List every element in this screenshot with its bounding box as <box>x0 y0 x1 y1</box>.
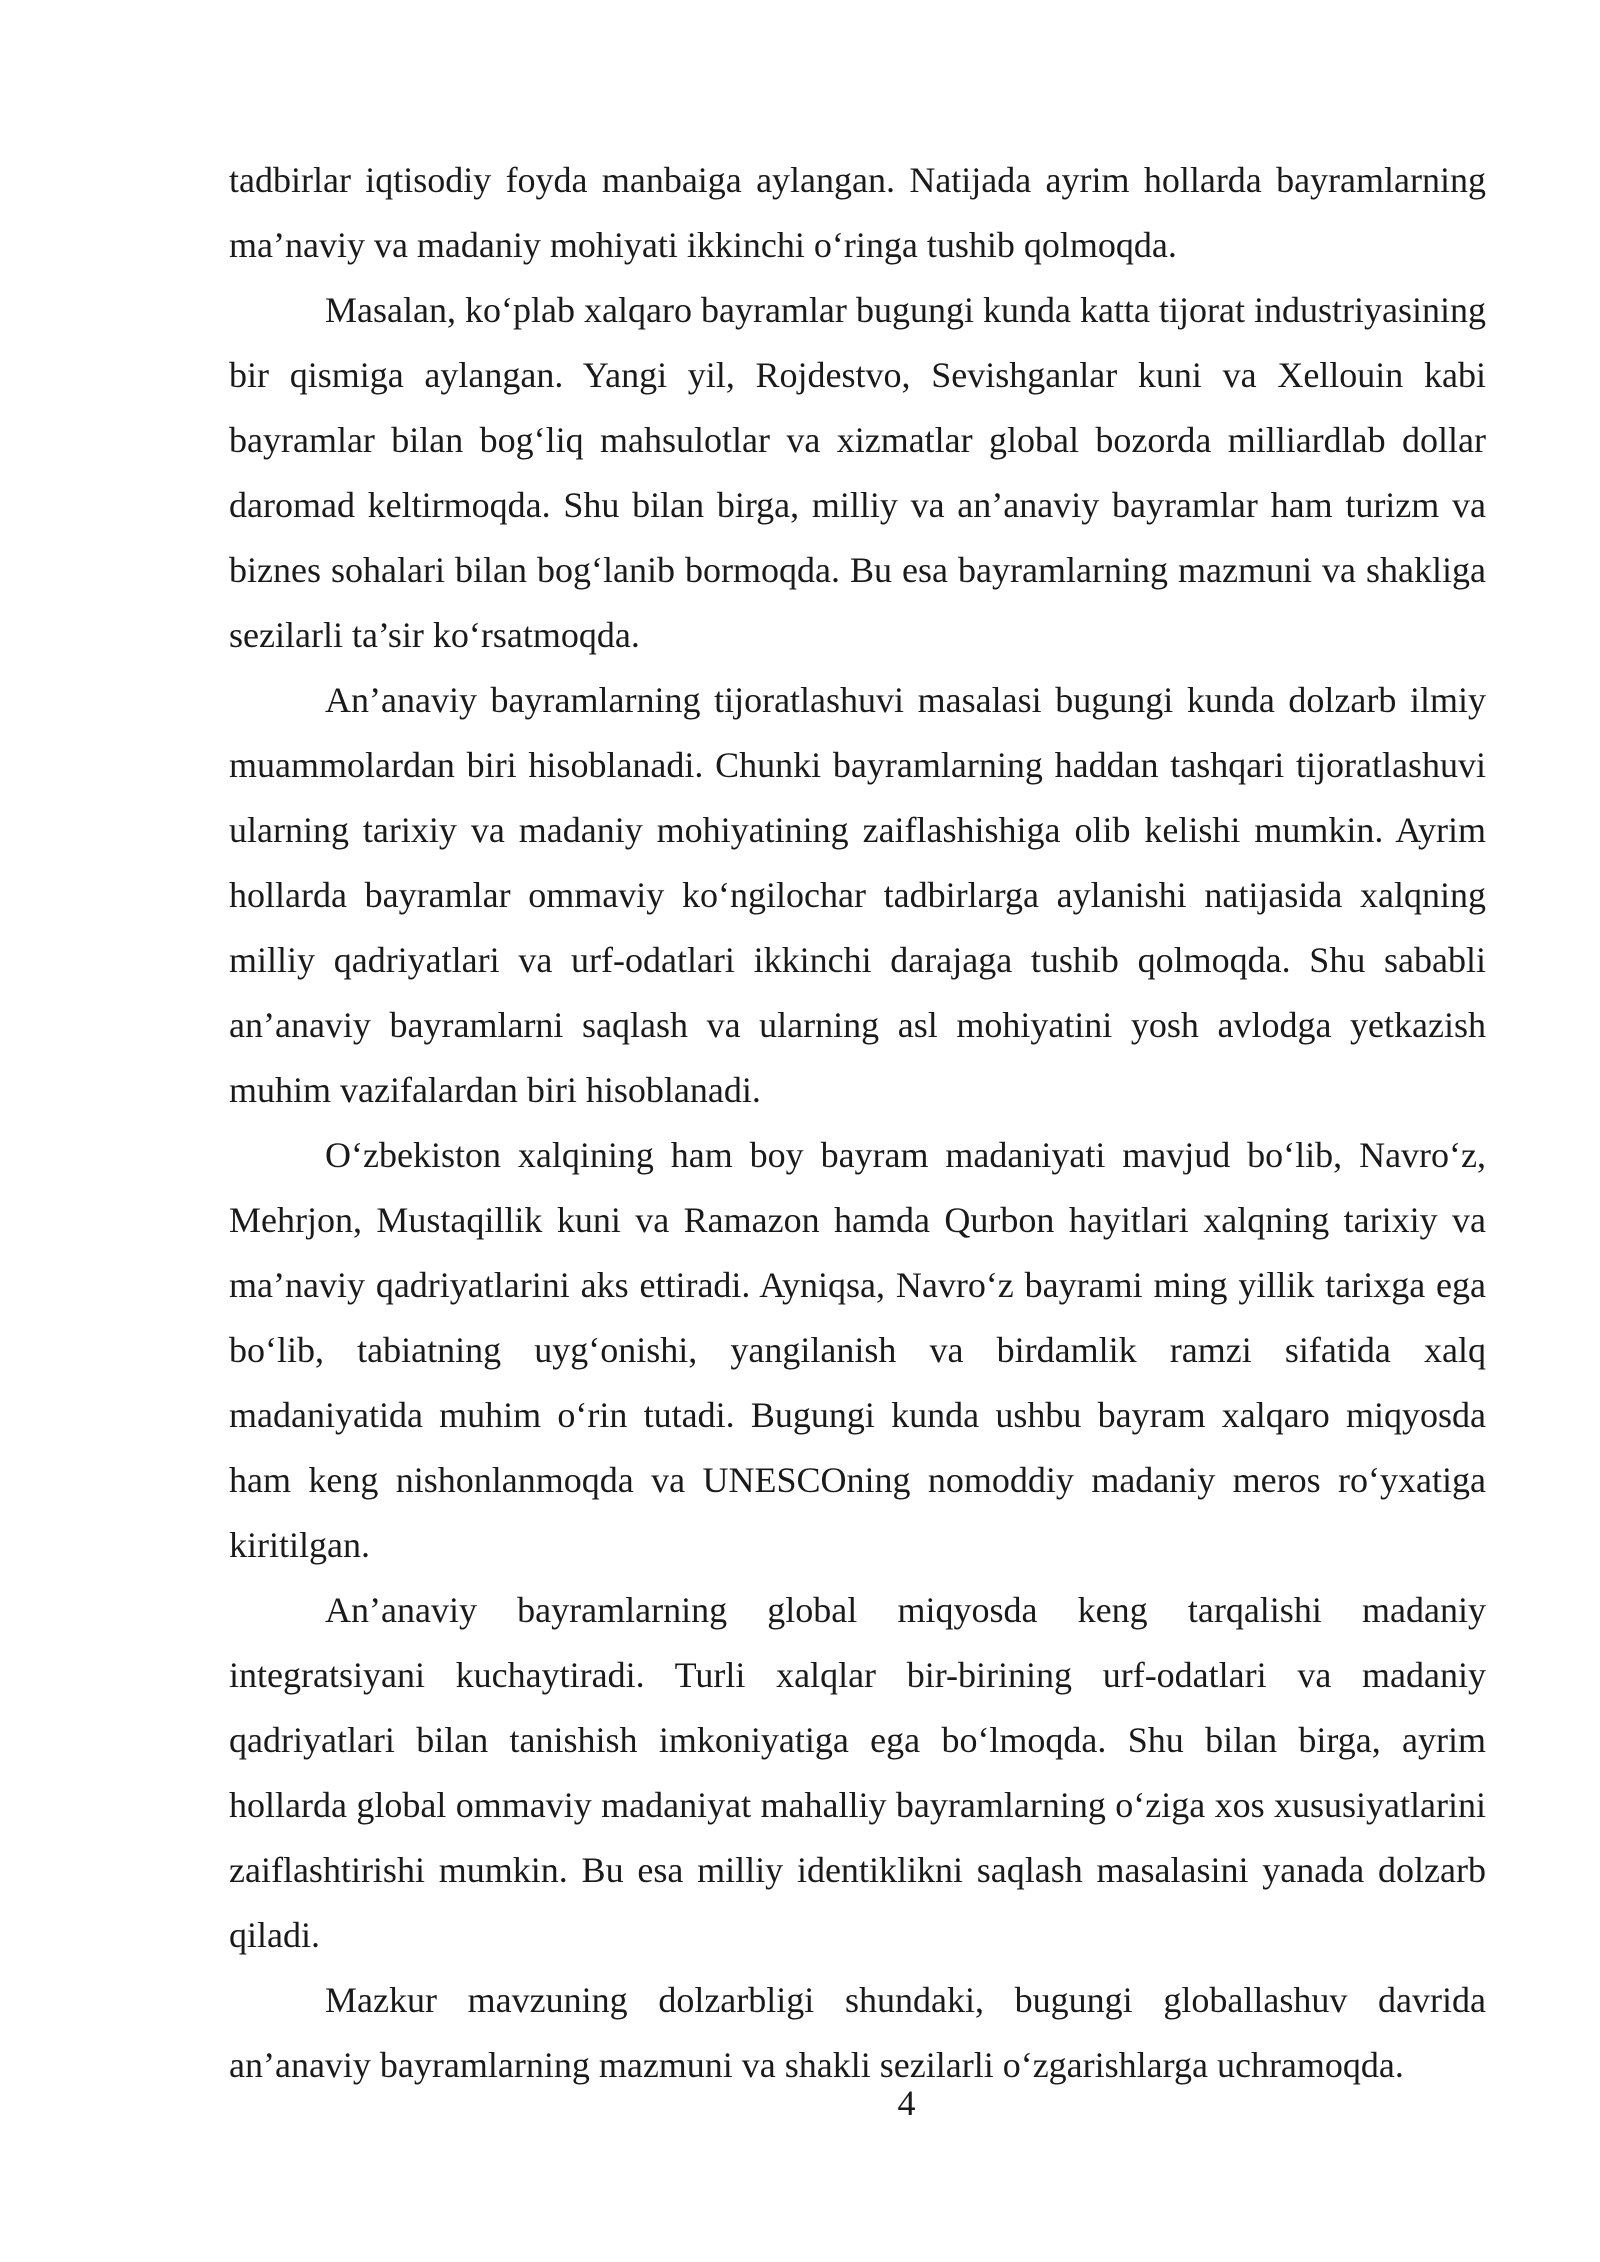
page-number: 4 <box>897 2083 916 2123</box>
paragraph: An’anaviy bayramlarning global miqyosda keng tarqalishi madaniy integratsiyani kuchaytiradi. Turli xalqlar bir-birining urf-odatlari va madaniy qadriyatlari bilan tanishish imkoniyatiga ega bo‘lmoqda. Shu bilan birga, ayrim hollarda global ommaviy madaniyat mahalliy bayramlarning o‘ziga xos xususiyatlarini zaiflashtirishi mumkin. Bu esa milliy identiklikni saqlash masalasini yanada dolzarb qiladi. <box>229 1590 1486 1955</box>
paragraph: Masalan, ko‘plab xalqaro bayramlar bugungi kunda katta tijorat industriyasining bir qismiga aylangan. Yangi yil, Rojdestvo, Sevishganlar kuni va Xellouin kabi bayramlar bilan bog‘liq mahsulotlar va xizmatlar global bozorda milliardlab dollar daromad keltirmoqda. Shu bilan birga, milliy va an’anaviy bayramlar ham turizm va biznes sohalari bilan bog‘lanib bormoqda. Bu esa bayramlarning mazmuni va shakliga sezilarli ta’sir ko‘rsatmoqda. <box>229 290 1486 655</box>
paragraph: O‘zbekiston xalqining ham boy bayram madaniyati mavjud bo‘lib, Navro‘z, Mehrjon, Mustaqillik kuni va Ramazon hamda Qurbon hayitlari xalqning tarixiy va ma’naviy qadriyatlarini aks ettiradi. Ayniqsa, Navro‘z bayrami ming yillik tarixga ega bo‘lib, tabiatning uyg‘onishi, yangilanish va birdamlik ramzi sifatida xalq madaniyatida muhim o‘rin tutadi. Bugungi kunda ushbu bayram xalqaro miqyosda ham keng nishonlanmoqda va UNESCOning nomoddiy madaniy meros ro‘yxatiga kiritilgan. <box>229 1135 1486 1565</box>
paragraph: An’anaviy bayramlarning tijoratlashuvi masalasi bugungi kunda dolzarb ilmiy muammolardan biri hisoblanadi. Chunki bayramlarning haddan tashqari tijoratlashuvi ularning tarixiy va madaniy mohiyatining zaiflashishiga olib kelishi mumkin. Ayrim hollarda bayramlar ommaviy ko‘ngilochar tadbirlarga aylanishi natijasida xalqning milliy qadriyatlari va urf-odatlari ikkinchi darajaga tushib qolmoqda. Shu sababli an’anaviy bayramlarni saqlash va ularning asl mohiyatini yosh avlodga yetkazish muhim vazifalardan biri hisoblanadi. <box>229 680 1486 1110</box>
paragraph: Mazkur mavzuning dolzarbligi shundaki, bugungi globallashuv davrida an’anaviy bayramlarning mazmuni va shakli sezilarli o‘zgarishlarga uchramoqda. <box>229 1980 1486 2085</box>
document-body <box>229 148 1486 2098</box>
paragraph-continuation: tadbirlar iqtisodiy foyda manbaiga aylangan. Natijada ayrim hollarda bayramlarning ma’naviy va madaniy mohiyati ikkinchi o‘ringa tushib qolmoqda. <box>229 160 1486 265</box>
